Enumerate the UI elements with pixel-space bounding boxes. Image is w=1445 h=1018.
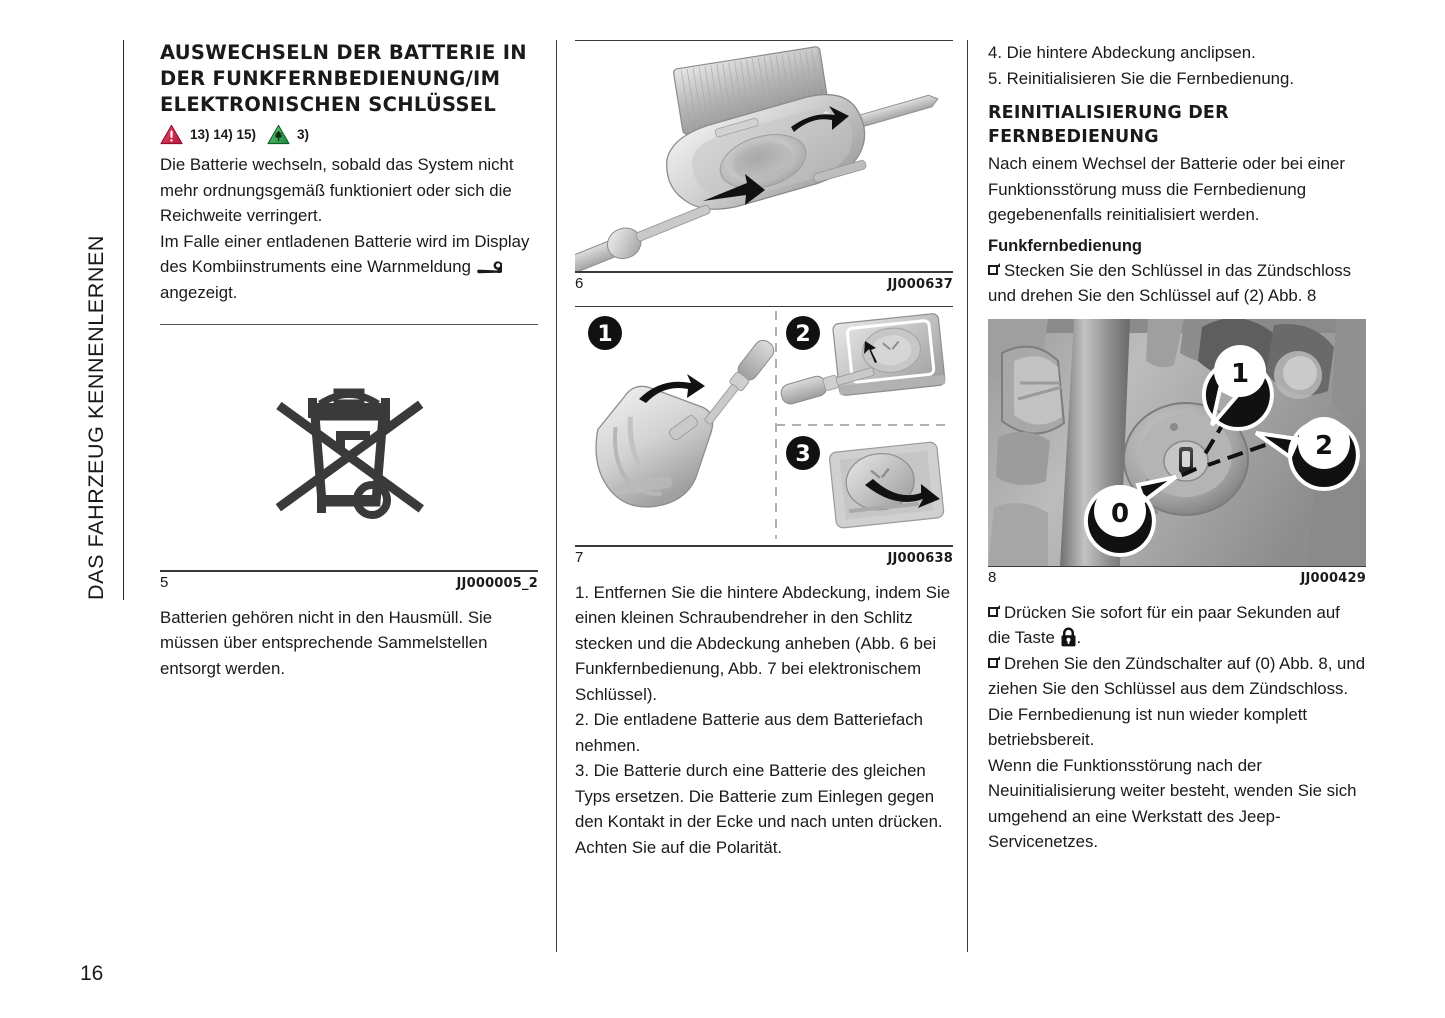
crossed-out-wheelie-bin-icon: [160, 355, 538, 560]
middle-step-2: 2. Die entladene Batterie aus dem Batteriefach nehmen.: [575, 710, 923, 755]
warning-triangle-icon: [160, 124, 183, 145]
chapter-title: DAS FAHRZEUG KENNENLERNEN: [84, 234, 108, 600]
figure-6: [575, 40, 953, 292]
square-bullet-icon: [988, 658, 998, 668]
environment-tree-icon: [267, 124, 290, 145]
page-title: AUSWECHSELN DER BATTERIE IN DER FUNKFERNBEDIENUNG/IM ELEKTRONISCHEN SCHLÜSSEL: [160, 41, 527, 116]
right-bullet-3: [988, 651, 1366, 702]
left-column: [160, 40, 538, 681]
subheading-funkfernbedienung: Funkfernbedienung: [988, 236, 1142, 255]
figure-5: [160, 355, 538, 590]
figure-5-number: 5: [160, 573, 169, 591]
right-step-5: 5. Reinitialisieren Sie die Fernbedienung.: [988, 68, 1294, 88]
lock-icon: [1060, 627, 1077, 647]
page-number: 16: [80, 962, 104, 985]
key-fob-battery-cover-removal-illustration: [575, 41, 953, 271]
right-paragraph-2: Die Fernbedienung ist nun wieder komplett betriebsbereit.: [988, 704, 1308, 750]
left-paragraph-2: [160, 229, 538, 306]
left-paragraph-2-text-after: angezeigt.: [160, 282, 238, 302]
left-paragraph-1: Die Batterie wechseln, sobald das System nicht mehr ordnungsgemäß funktioniert oder sich die Reichweite verringert.: [160, 155, 514, 225]
figure-7-caption: [575, 547, 953, 566]
right-bullet-1-text: Stecken Sie den Schlüssel in das Zündschloss und drehen Sie den Schlüssel auf (2) Abb. 8: [988, 260, 1352, 305]
figure-7: [575, 306, 953, 566]
right-paragraph-3: Wenn die Funktionsstörung nach der Neuinitialisierung weiter besteht, wenden Sie sich umgehend an eine Werkstatt des Jeep-Servicenetzes.: [988, 755, 1357, 852]
wrench-icon: [476, 257, 502, 273]
side-tab-rule: [123, 40, 124, 600]
left-paragraph-2-text-before: Im Falle einer entladenen Batterie wird im Display des Kombiinstruments eine Warnmeldung: [160, 231, 530, 276]
square-bullet-icon: [988, 265, 998, 275]
figure-6-caption: [575, 273, 953, 292]
middle-column: [575, 40, 953, 860]
svg-text:1: 1: [597, 322, 613, 348]
right-bullet-2-text-after: .: [1076, 628, 1082, 648]
figure-7-code: JJ000638: [887, 550, 953, 566]
svg-text:1: 1: [1230, 358, 1250, 389]
svg-text:0: 0: [1110, 498, 1130, 529]
figure-8-caption: [988, 567, 1366, 586]
column-separator-1: [556, 40, 557, 952]
right-paragraph-1: Nach einem Wechsel der Batterie oder bei einer Funktionsstörung muss die Fernbedienung gegebenenfalls reinitialisiert werden.: [988, 154, 1345, 224]
ignition-switch-positions-illustration: [988, 319, 1366, 566]
figure-6-code: JJ000637: [887, 276, 953, 292]
left-divider-rule: [160, 324, 538, 325]
figure-6-number: 6: [575, 274, 584, 292]
warning-reference-numbers: 13) 14) 15): [190, 127, 257, 142]
square-bullet-icon: [988, 607, 998, 617]
right-column: [988, 40, 1366, 855]
right-bullet-1: [988, 258, 1366, 309]
symbol-reference-row: [160, 124, 538, 145]
figure-5-code: JJ000005_2: [456, 575, 538, 591]
left-paragraph-3: Batterien gehören nicht in den Hausmüll. Sie müssen über entsprechende Sammelstellen entsorgt werden.: [160, 607, 493, 678]
figure-5-caption: [160, 572, 538, 591]
section-heading-reinit: REINITIALISIERUNG DER FERNBEDIENUNG: [988, 103, 1229, 147]
svg-text:3: 3: [795, 442, 811, 468]
right-bullet-2: [988, 600, 1366, 651]
electronic-key-battery-replacement-steps-illustration: [575, 307, 953, 545]
right-bullet-3-text: Drehen Sie den Zündschalter auf (0) Abb. 8, und ziehen Sie den Schlüssel aus dem Zündschloss.: [988, 653, 1366, 699]
figure-8-code: JJ000429: [1300, 570, 1366, 586]
environment-reference-numbers: 3): [297, 127, 310, 142]
chapter-side-tab: [78, 40, 124, 600]
middle-step-3: 3. Die Batterie durch eine Batterie des gleichen Typs ersetzen. Die Batterie zum Einlegen gegen den Kontakt in der Ecke und nach unten drücken. Achten Sie auf die Polarität.: [575, 761, 943, 857]
middle-step-1: 1. Entfernen Sie die hintere Abdeckung, indem Sie einen kleinen Schraubendreher in den Schlitz stecken und die Abdeckung anheben (Abb. 6 bei Funkfernbedienung, Abb. 7 bei elektronischem Schlüssel).: [575, 582, 951, 704]
svg-text:2: 2: [1314, 430, 1334, 461]
svg-text:2: 2: [795, 322, 811, 348]
right-bullet-2-text-before: Drücken Sie sofort für ein paar Sekunden auf die Taste: [988, 602, 1340, 648]
column-separator-2: [967, 40, 968, 952]
figure-8-number: 8: [988, 568, 997, 586]
figure-7-number: 7: [575, 548, 584, 566]
right-step-4: 4. Die hintere Abdeckung anclipsen.: [988, 43, 1256, 62]
figure-8: [988, 319, 1366, 586]
